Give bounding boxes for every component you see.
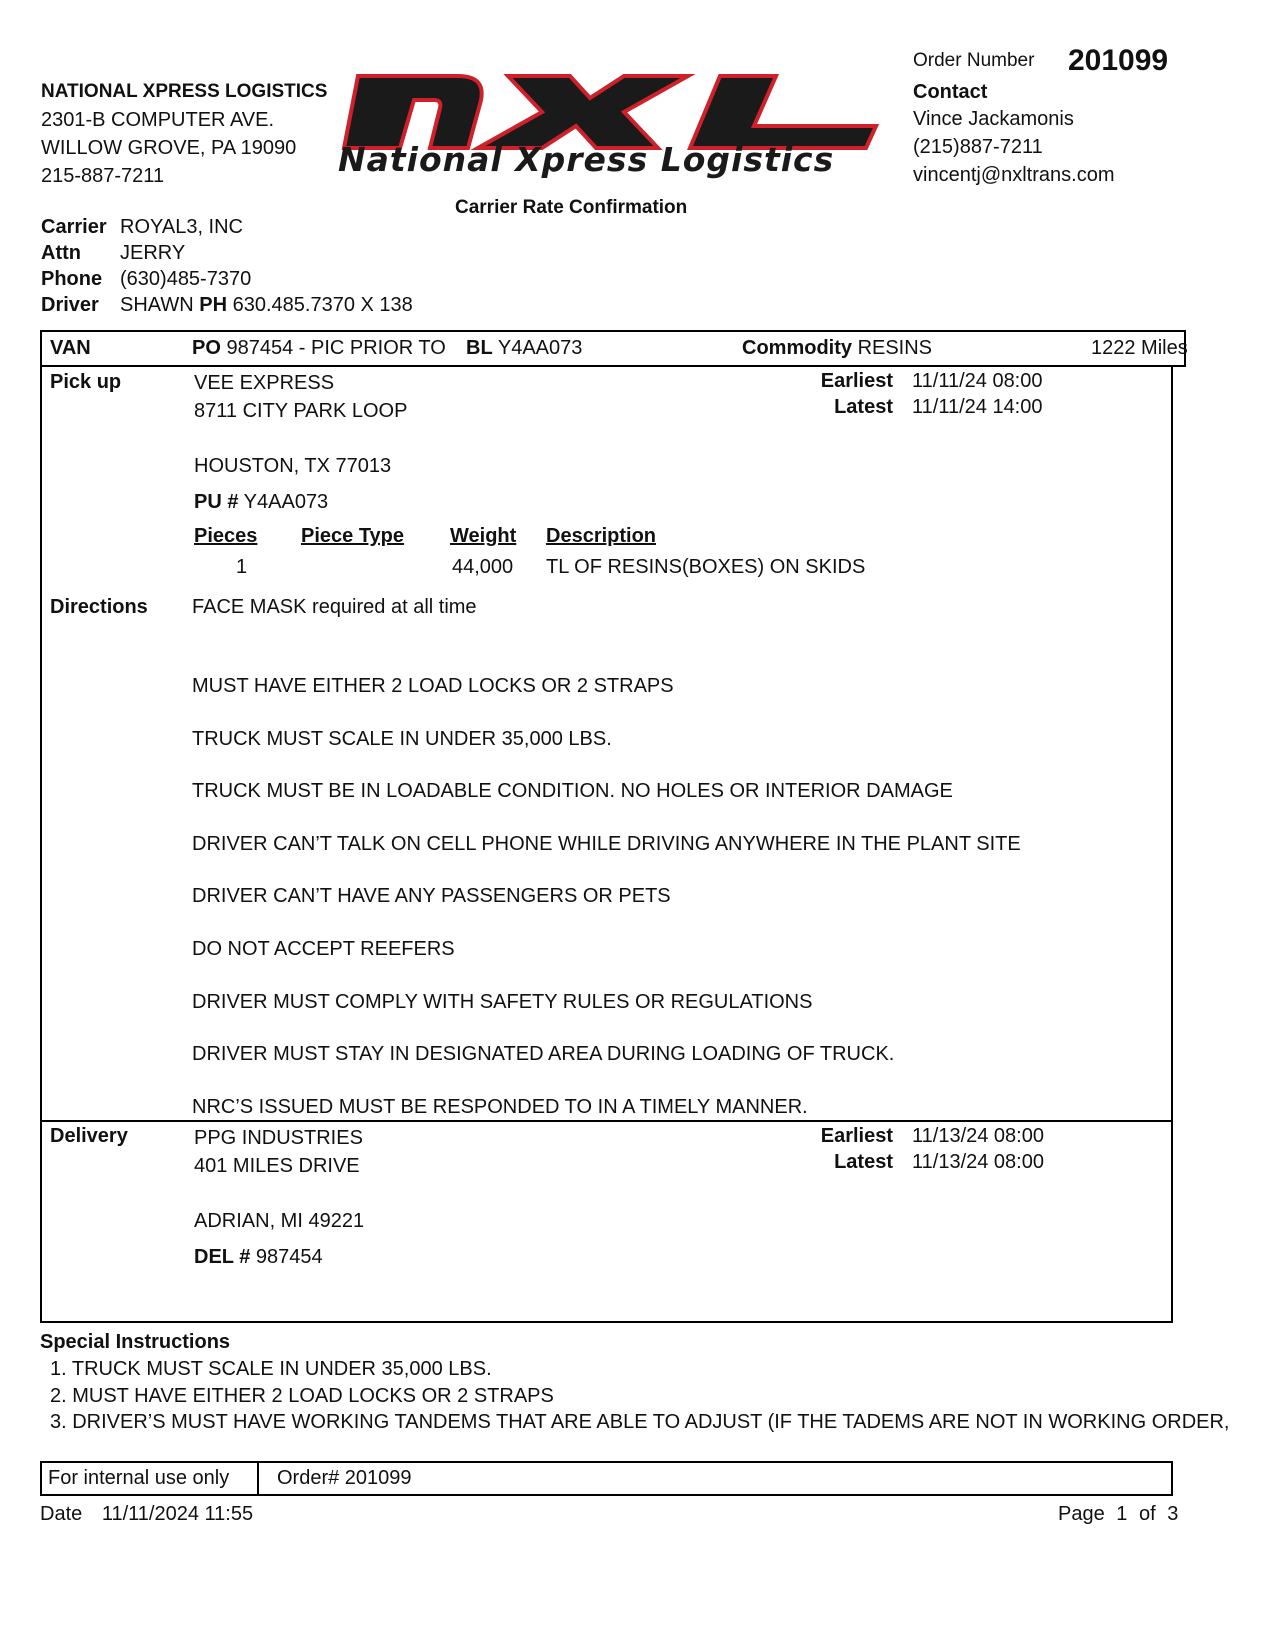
driver-name: SHAWN (120, 294, 194, 316)
contact-label: Contact (913, 81, 988, 103)
direction-line: DRIVER CAN’T TALK ON CELL PHONE WHILE DRIVING ANYWHERE IN THE PLANT SITE (192, 833, 1021, 855)
item-weight: 44,000 (452, 556, 514, 578)
delivery-city: ADRIAN, MI 49221 (194, 1210, 365, 1232)
special-instruction-item: 1. TRUCK MUST SCALE IN UNDER 35,000 LBS. (50, 1358, 492, 1380)
del-number-field (194, 1246, 323, 1269)
order-number-label: Order Number (913, 50, 1035, 71)
special-instructions-label: Special Instructions (40, 1331, 231, 1353)
nxl-logo (338, 68, 898, 186)
contact-phone: (215)887-7211 (913, 136, 1043, 158)
direction-line: DRIVER CAN’T HAVE ANY PASSENGERS OR PETS (192, 885, 671, 907)
pickup-latest-label: Latest (834, 396, 893, 418)
driver-ph-label: PH (199, 294, 228, 316)
bl-label: BL (466, 337, 493, 359)
page-number: 1 (1116, 1503, 1128, 1525)
company-phone: 215-887-7211 (41, 165, 165, 187)
po-label: PO (192, 337, 221, 359)
page-label: Page (1058, 1503, 1105, 1525)
pickup-latest: 11/11/24 14:00 (912, 396, 1043, 418)
po-value: 987454 - PIC PRIOR TO (226, 337, 446, 359)
miles: 1222 Miles (1091, 337, 1188, 359)
commodity-field (742, 337, 932, 360)
direction-line: TRUCK MUST BE IN LOADABLE CONDITION. NO HOLES OR INTERIOR DAMAGE (192, 780, 953, 802)
pickup-city: HOUSTON, TX 77013 (194, 455, 392, 477)
internal-order-number: Order# 201099 (277, 1467, 412, 1489)
direction-line: NRC’S ISSUED MUST BE RESPONDED TO IN A TIMELY MANNER. (192, 1096, 808, 1118)
page-of-label: of (1138, 1503, 1156, 1525)
commodity-label: Commodity (742, 337, 852, 359)
carrier-phone: (630)485-7370 (120, 268, 252, 290)
internal-use-label: For internal use only (48, 1467, 230, 1489)
equipment-type: VAN (50, 337, 91, 359)
delivery-address: 401 MILES DRIVE (194, 1155, 360, 1177)
item-pieces: 1 (236, 556, 248, 578)
page-total: 3 (1167, 1503, 1179, 1525)
carrier-phone-label: Phone (41, 268, 103, 290)
col-description: Description (546, 525, 657, 547)
direction-line: FACE MASK required at all time (192, 596, 477, 618)
delivery-earliest-label: Earliest (820, 1125, 893, 1147)
bl-value: Y4AA073 (497, 337, 583, 359)
driver-label: Driver (41, 294, 99, 316)
pickup-earliest: 11/11/24 08:00 (912, 370, 1043, 392)
commodity-value: RESINS (857, 337, 933, 359)
main-box-bottom-border (40, 1321, 1173, 1323)
pickup-label: Pick up (50, 371, 122, 393)
attn-label: Attn (41, 242, 81, 264)
direction-line: DRIVER MUST COMPLY WITH SAFETY RULES OR REGULATIONS (192, 991, 813, 1013)
contact-email[interactable]: vincentj@nxltrans.com (913, 164, 1115, 186)
special-instruction-item: 2. MUST HAVE EITHER 2 LOAD LOCKS OR 2 STRAPS (50, 1385, 554, 1407)
special-instruction-item: 3. DRIVER’S MUST HAVE WORKING TANDEMS THAT ARE ABLE TO ADJUST (IF THE TADEMS ARE NOT IN WORKING ORDER, (50, 1411, 1230, 1433)
delivery-earliest: 11/13/24 08:00 (912, 1125, 1044, 1147)
pu-number-field (194, 491, 328, 514)
directions-label: Directions (50, 596, 148, 618)
col-pieces: Pieces (194, 525, 258, 547)
main-box-right-border (1171, 366, 1173, 1323)
item-description: TL OF RESINS(BOXES) ON SKIDS (546, 556, 866, 578)
pickup-address: 8711 CITY PARK LOOP (194, 400, 408, 422)
page-indicator (1058, 1503, 1178, 1526)
pu-number-label: PU # (194, 491, 239, 513)
logo-tagline: National Xpress Logistics (338, 140, 835, 179)
print-date (40, 1503, 253, 1526)
pu-number: Y4AA073 (243, 491, 329, 513)
print-date-label: Date (40, 1503, 83, 1525)
direction-line: TRUCK MUST SCALE IN UNDER 35,000 LBS. (192, 728, 612, 750)
direction-line: DO NOT ACCEPT REEFERS (192, 938, 455, 960)
internal-use-divider (257, 1461, 259, 1496)
delivery-latest: 11/13/24 08:00 (912, 1151, 1044, 1173)
delivery-label: Delivery (50, 1125, 128, 1147)
direction-line: DRIVER MUST STAY IN DESIGNATED AREA DURING LOADING OF TRUCK. (192, 1043, 895, 1065)
delivery-divider (40, 1120, 1173, 1122)
pickup-earliest-label: Earliest (820, 370, 893, 392)
pickup-name: VEE EXPRESS (194, 372, 335, 394)
order-number: 201099 (1068, 44, 1169, 77)
contact-name: Vince Jackamonis (913, 108, 1074, 130)
driver-phone: 630.485.7370 X 138 (232, 294, 413, 316)
company-address-line2: WILLOW GROVE, PA 19090 (41, 137, 297, 159)
col-weight: Weight (450, 525, 517, 547)
company-address-line1: 2301-B COMPUTER AVE. (41, 109, 275, 131)
col-piece-type: Piece Type (301, 525, 405, 547)
bl-field (466, 337, 582, 360)
carrier-name: ROYAL3, INC (120, 216, 243, 238)
delivery-latest-label: Latest (834, 1151, 893, 1173)
delivery-name: PPG INDUSTRIES (194, 1127, 363, 1149)
po-field (192, 337, 446, 360)
document-title: Carrier Rate Confirmation (455, 197, 688, 218)
direction-line: MUST HAVE EITHER 2 LOAD LOCKS OR 2 STRAPS (192, 675, 674, 697)
carrier-label: Carrier (41, 216, 107, 238)
main-box-left-border (40, 366, 42, 1323)
del-number-label: DEL # (194, 1246, 251, 1268)
del-number: 987454 (255, 1246, 323, 1268)
print-date-value: 11/11/2024 11:55 (101, 1503, 254, 1525)
driver-line (120, 294, 413, 317)
company-name: NATIONAL XPRESS LOGISTICS (41, 81, 328, 102)
attn-name: JERRY (120, 242, 186, 264)
